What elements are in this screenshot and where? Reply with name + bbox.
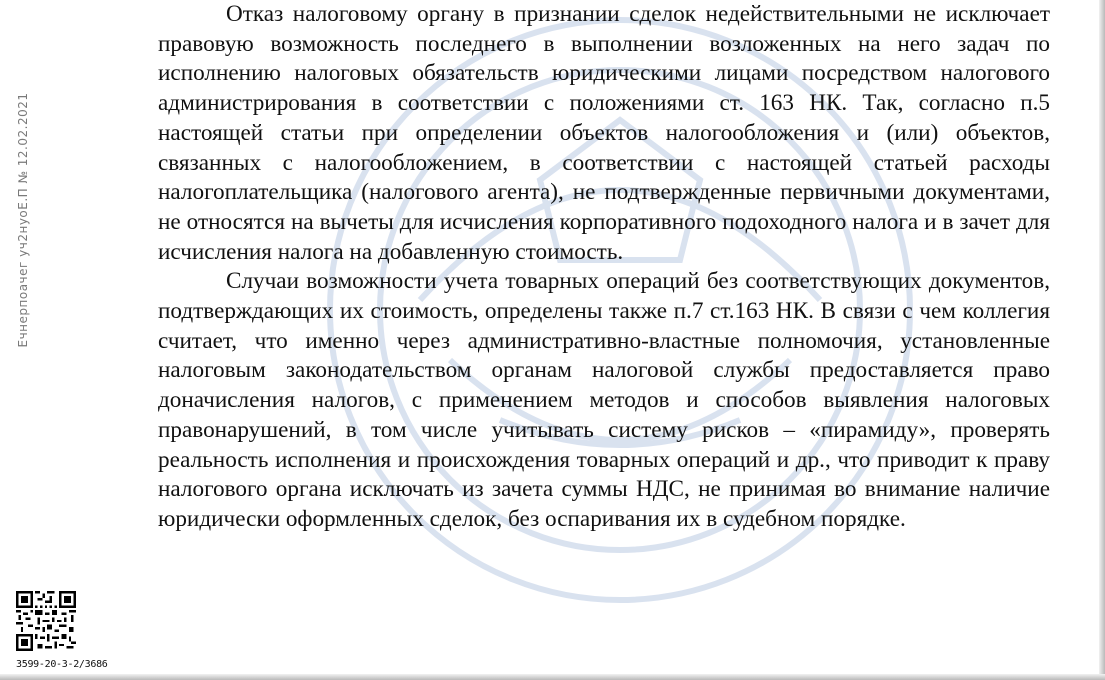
page-edge-bottom: [0, 674, 1105, 680]
registration-stamp: [6, 40, 40, 400]
qr-code-icon: [16, 591, 76, 651]
registration-stamp-text: Ечнерпоачег уч2нуоЕ.П № 12.02.2021: [16, 92, 30, 348]
paragraph-2: Случаи возможности учета товарных операций без соответствующих документов, подтверждающих их стоимость, определены также п.7 ст.163 НК. В связи с чем коллегия считает, что именно через административно-властные полномочия, установленные налоговым законодательством органам налоговой службы предоставляется право доначисления налогов, с применением методов и способов выявления налоговых правонарушений, в том числе учитывать систему рисков – «пирамиду», проверять реальность исполнения и происхождения товарных операций и др., что приводит к праву налогового органа исключать из зачета суммы НДС, не принимая во внимание наличие юридически оформленных сделок, без оспаривания их в судебном порядке.: [158, 268, 1050, 532]
document-number: 3599-20-3-2/3686: [16, 659, 108, 670]
page-edge-right: [1099, 0, 1105, 680]
document-body: [158, 0, 1050, 535]
paragraph-1: Отказ налоговому органу в признании сделок недействительными не исключает правовую возможность последнего в выполнении возложенных на него задач по исполнению налоговых обязательств юридическими лицами посредством налогового администрирования в соответствии с положениями ст. 163 НК. Так, согласно п.5 настоящей статьи при определении объектов налогообложения и (или) объектов, связанных с налогообложением, в соответствии с настоящей статьей расходы налогоплательщика (налогового агента), не подтвержденные первичными документами, не относятся на вычеты для исчисления корпоративного подоходного налога и в зачет для исчисления налога на добавленную стоимость.: [158, 1, 1050, 265]
